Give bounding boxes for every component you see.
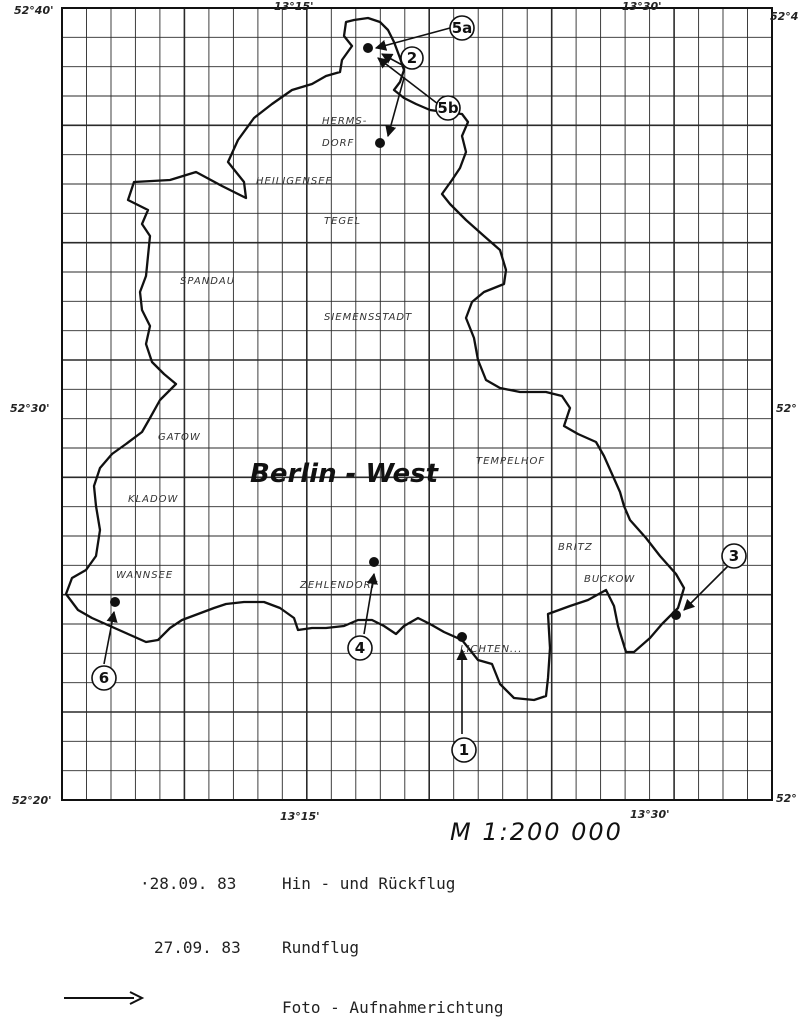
coord-bottom-left: 52°20' xyxy=(12,794,52,807)
coord-top-right: 52°4 xyxy=(770,10,799,23)
svg-text:1: 1 xyxy=(458,741,470,759)
map-scale: M 1:200 000 xyxy=(450,818,623,846)
label-heiligensee: HEILIGENSEE xyxy=(256,176,333,187)
svg-text:3: 3 xyxy=(728,547,740,565)
label-tegel: TEGEL xyxy=(324,216,362,227)
marker-4 xyxy=(348,636,372,660)
marker-1 xyxy=(452,738,476,762)
legend-arrow-text: Foto - Aufnahmerichtung xyxy=(282,998,504,1017)
label-lichtenrade: LICHTEN... xyxy=(460,644,523,655)
label-gatow: GATOW xyxy=(158,432,201,443)
label-siemensstadt: SIEMENSSTADT xyxy=(324,312,413,323)
map-frame xyxy=(62,8,772,800)
district-labels xyxy=(116,116,635,655)
label-hermsdorf-1: HERMS- xyxy=(322,116,368,127)
svg-text:2: 2 xyxy=(406,49,418,67)
legend-text-2: Rundflug xyxy=(282,938,360,957)
marker-6 xyxy=(92,666,116,690)
label-buckow: BUCKOW xyxy=(584,574,636,585)
legend-date-2: 27.09. 83 xyxy=(154,938,241,957)
coord-bottom-right: 52° xyxy=(776,792,797,805)
label-britz: BRITZ xyxy=(558,542,593,553)
point-5a xyxy=(363,43,373,53)
point-6 xyxy=(110,597,120,607)
marker-5b xyxy=(436,96,460,120)
legend-date-1: ·28.09. 83 xyxy=(140,874,237,893)
coord-top-13-30: 13°30' xyxy=(622,0,662,13)
svg-text:5a: 5a xyxy=(451,19,473,37)
west-berlin-border xyxy=(66,18,684,700)
photo-arrows xyxy=(104,28,728,734)
svg-text:5b: 5b xyxy=(437,99,459,117)
label-zehlendorf: ZEHLENDORF xyxy=(300,580,379,591)
label-kladow: KLADOW xyxy=(128,494,179,505)
point-4 xyxy=(369,557,379,567)
coord-left-mid: 52°30' xyxy=(10,402,50,415)
point-1 xyxy=(457,632,467,642)
marker-3 xyxy=(722,544,746,568)
legend-arrow-icon xyxy=(62,988,146,1008)
photo-positions xyxy=(110,43,681,642)
map-grid xyxy=(62,8,772,800)
svg-text:4: 4 xyxy=(354,639,366,657)
label-hermsdorf-2: DORF xyxy=(322,138,355,149)
marker-2 xyxy=(401,47,423,69)
label-spandau: SPANDAU xyxy=(180,276,236,287)
map-title: Berlin - West xyxy=(250,459,439,489)
legend-text-1: Hin - und Rückflug xyxy=(282,874,456,893)
coord-bottom-13-30: 13°30' xyxy=(630,808,670,821)
coord-right-mid: 52° xyxy=(776,402,797,415)
label-tempelhof: TEMPELHOF xyxy=(476,456,546,467)
point-2 xyxy=(375,138,385,148)
point-3 xyxy=(671,610,681,620)
svg-text:6: 6 xyxy=(98,669,110,687)
coord-bottom-13-15: 13°15' xyxy=(280,810,320,823)
coord-top-13-15: 13°15' xyxy=(274,0,314,13)
label-wannsee: WANNSEE xyxy=(116,570,174,581)
coord-top-left: 52°40' xyxy=(14,4,54,17)
marker-5a xyxy=(450,16,474,40)
